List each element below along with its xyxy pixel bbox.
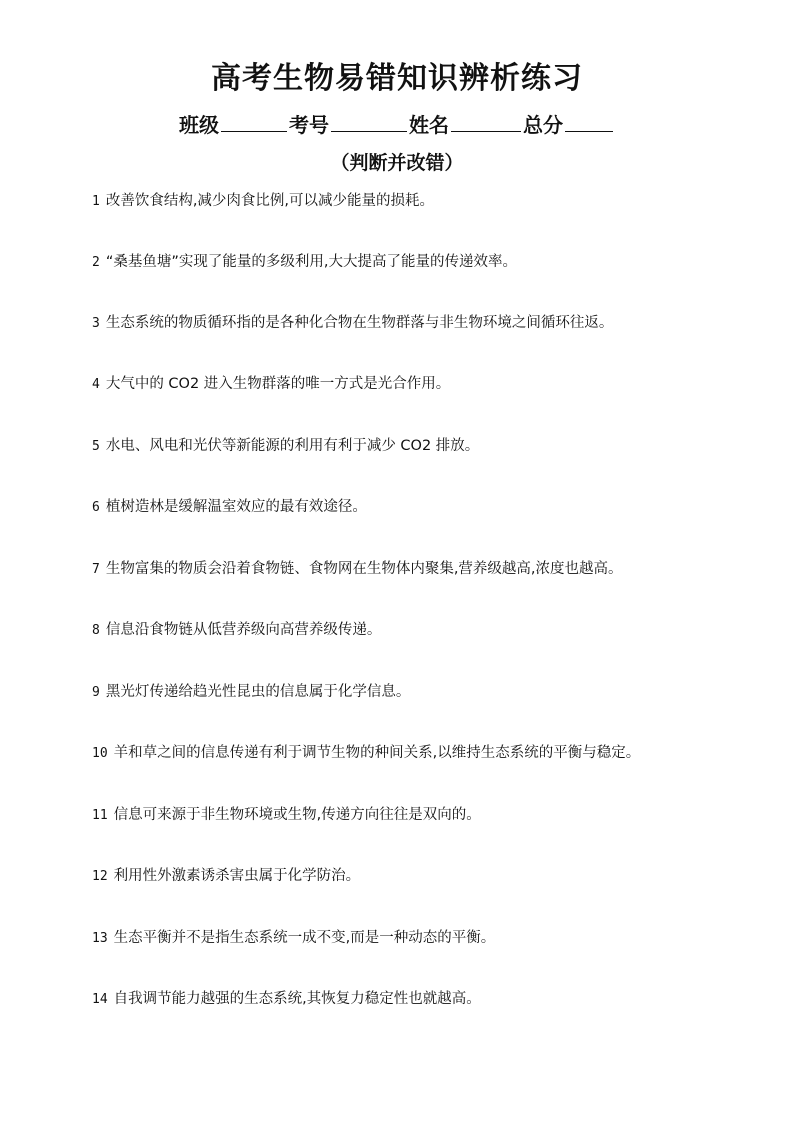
- question-number: 3: [92, 316, 100, 331]
- question-number: 2: [92, 255, 100, 270]
- question-item: [92, 189, 724, 213]
- question-item: [92, 680, 724, 704]
- question-item: [92, 557, 724, 581]
- question-text: 羊和草之间的信息传递有利于调节生物的种间关系,以维持生态系统的平衡与稳定。: [113, 745, 641, 761]
- question-item: [92, 926, 724, 950]
- class-label: 班级: [179, 113, 219, 137]
- name-blank[interactable]: [451, 113, 521, 132]
- exam-number-label: 考号: [289, 113, 329, 137]
- exam-number-blank[interactable]: [331, 113, 407, 132]
- name-label: 姓名: [409, 113, 449, 137]
- question-item: [92, 803, 724, 827]
- question-number: 5: [92, 439, 100, 454]
- question-number: 12: [92, 869, 108, 884]
- question-item: [92, 434, 724, 458]
- question-text: 大气中的 CO2 进入生物群落的唯一方式是光合作用。: [105, 376, 451, 392]
- question-number: 6: [92, 500, 100, 515]
- question-number: 7: [92, 562, 100, 577]
- total-score-label: 总分: [523, 113, 563, 137]
- question-item: [92, 372, 724, 396]
- question-text: 水电、风电和光伏等新能源的利用有利于减少 CO2 排放。: [105, 438, 480, 454]
- total-score-blank[interactable]: [565, 113, 613, 132]
- question-text: 生态平衡并不是指生态系统一成不变,而是一种动态的平衡。: [113, 930, 496, 946]
- question-number: 11: [92, 808, 108, 823]
- question-number: 10: [92, 746, 108, 761]
- question-number: 9: [92, 685, 100, 700]
- instruction-subtitle: （判断并改错）: [330, 152, 464, 174]
- document-title: 高考生物易错知识辨析练习: [211, 61, 583, 96]
- question-text: 改善饮食结构,减少肉食比例,可以减少能量的损耗。: [105, 193, 435, 209]
- question-text: 自我调节能力越强的生态系统,其恢复力稳定性也就越高。: [113, 991, 481, 1007]
- question-text: 信息可来源于非生物环境或生物,传递方向往往是双向的。: [113, 807, 481, 823]
- question-item: [92, 987, 724, 1011]
- question-text: 黑光灯传递给趋光性昆虫的信息属于化学信息。: [105, 684, 411, 700]
- question-text: “桑基鱼塘”实现了能量的多级利用,大大提高了能量的传递效率。: [105, 254, 517, 270]
- question-number: 8: [92, 623, 100, 638]
- question-text: 信息沿食物链从低营养级向高营养级传递。: [105, 622, 382, 638]
- student-info-line: [0, 110, 794, 140]
- question-number: 4: [92, 377, 100, 392]
- class-blank[interactable]: [221, 113, 287, 132]
- question-text: 生态系统的物质循环指的是各种化合物在生物群落与非生物环境之间循环往返。: [105, 315, 614, 331]
- question-number: 13: [92, 931, 108, 946]
- question-number: 14: [92, 992, 108, 1007]
- question-item: [92, 741, 724, 765]
- question-item: [92, 250, 724, 274]
- question-item: [92, 495, 724, 519]
- question-item: [92, 864, 724, 888]
- question-text: 利用性外激素诱杀害虫属于化学防治。: [113, 868, 361, 884]
- question-text: 植树造林是缓解温室效应的最有效途径。: [105, 499, 367, 515]
- question-number: 1: [92, 194, 100, 209]
- question-item: [92, 618, 724, 642]
- question-item: [92, 311, 724, 335]
- question-text: 生物富集的物质会沿着食物链、食物网在生物体内聚集,营养级越高,浓度也越高。: [105, 561, 623, 577]
